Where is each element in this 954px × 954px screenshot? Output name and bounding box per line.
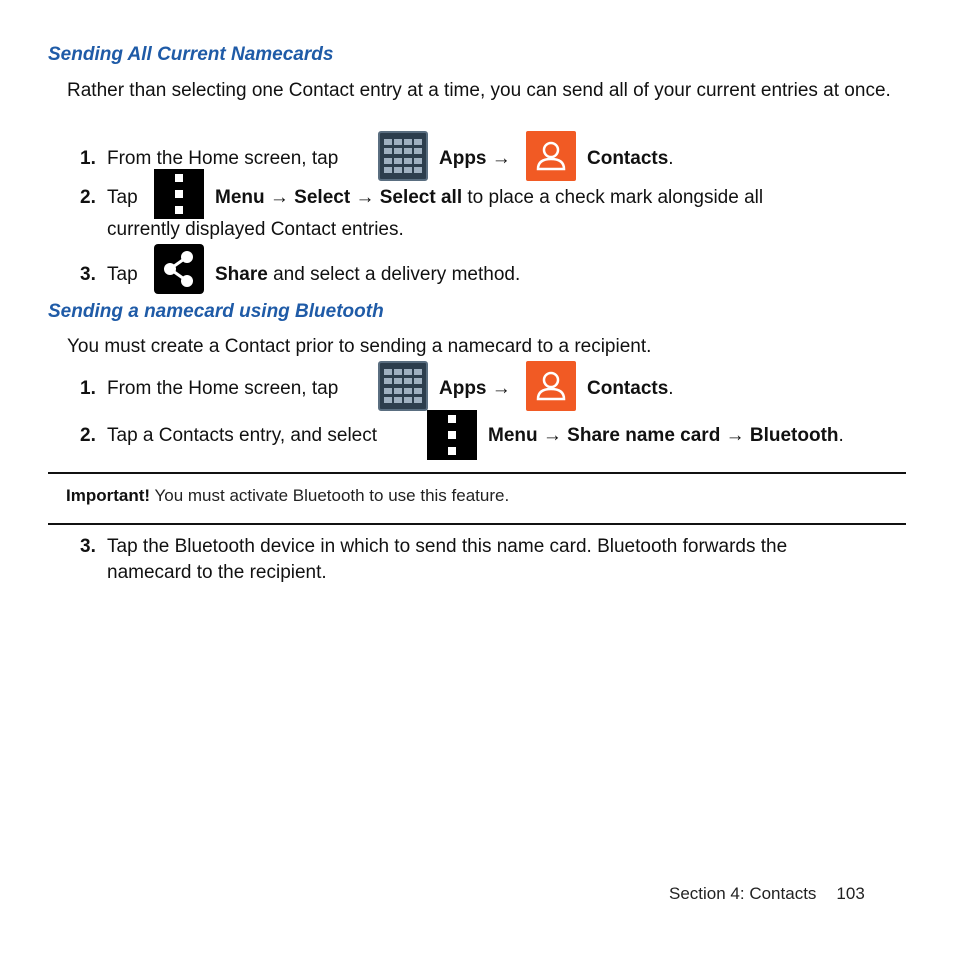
apps-label: Apps [439, 378, 487, 399]
important-note [66, 486, 509, 506]
section-heading-send-all: Sending All Current Namecards [48, 44, 334, 65]
step-text: Tap [107, 264, 138, 285]
step-1-contacts-label [587, 376, 674, 402]
step-3-send-all [80, 262, 138, 288]
select-label: Select [294, 187, 351, 208]
contacts-person-icon [526, 131, 576, 181]
step-1-bluetooth [80, 376, 338, 402]
arrow: → [542, 425, 562, 446]
menu-label: Menu [488, 425, 538, 446]
apps-label: Apps [439, 148, 487, 169]
divider-top [48, 472, 906, 474]
step-2-menu-path [215, 185, 763, 211]
step-1-apps-label [439, 146, 511, 172]
arrow: → [491, 148, 511, 169]
share-name-card-label: Share name card [567, 425, 721, 446]
step-text: From the Home screen, tap [107, 148, 339, 169]
section-heading-bluetooth: Sending a namecard using Bluetooth [48, 301, 384, 322]
contacts-label: Contacts [587, 148, 669, 169]
menu-dots-icon [154, 169, 204, 219]
step-2-continuation [107, 217, 404, 243]
period: . [668, 148, 674, 169]
arrow: → [269, 187, 289, 208]
important-label: Important! [66, 486, 151, 505]
period: . [668, 378, 674, 399]
step-text: Tap [107, 187, 138, 208]
step-3-share-label [215, 262, 520, 288]
step-1-contacts-label [587, 146, 674, 172]
share-icon [154, 244, 204, 294]
footer-section: Section 4: Contacts [669, 884, 817, 903]
step-number: 1. [80, 148, 96, 169]
contacts-person-icon [526, 361, 576, 411]
section-intro-bluetooth: You must create a Contact prior to sending a namecard to a recipient. [67, 336, 652, 357]
step-2-menu-path [488, 423, 844, 449]
period: . [838, 425, 844, 446]
apps-grid-icon [378, 361, 428, 411]
page-footer [669, 884, 865, 904]
arrow: → [491, 378, 511, 399]
arrow: → [725, 425, 745, 446]
step-text: Tap a Contacts entry, and select [107, 425, 378, 446]
step-1-apps-label [439, 376, 511, 402]
important-text: You must activate Bluetooth to use this feature. [154, 486, 510, 505]
apps-grid-icon [378, 131, 428, 181]
contacts-label: Contacts [587, 378, 669, 399]
page-number: 103 [836, 884, 865, 903]
step-text: currently displayed Contact entries. [107, 219, 404, 240]
step-text: Tap the Bluetooth device in which to send this name card. Bluetooth forwards the [107, 536, 788, 557]
step-2-bluetooth [80, 423, 377, 449]
step-text: to place a check mark alongside all [467, 187, 764, 208]
select-all-label: Select all [379, 187, 463, 208]
divider-bottom [48, 523, 906, 525]
step-continuation: namecard to the recipient. [107, 562, 327, 583]
bluetooth-label: Bluetooth [749, 425, 839, 446]
step-1-send-all [80, 146, 338, 172]
step-2-send-all [80, 185, 138, 211]
section-intro-send-all: Rather than selecting one Contact entry at a time, you can send all of your current entries at once. [67, 80, 891, 101]
step-number: 3. [80, 264, 96, 285]
step-number: 2. [80, 187, 96, 208]
step-3-bluetooth [80, 534, 787, 586]
step-text: and select a delivery method. [273, 264, 521, 285]
step-number: 3. [80, 536, 96, 557]
arrow: → [355, 187, 375, 208]
menu-label: Menu [215, 187, 265, 208]
share-label: Share [215, 264, 268, 285]
step-number: 2. [80, 425, 96, 446]
menu-dots-icon [427, 410, 477, 460]
step-number: 1. [80, 378, 96, 399]
step-text: From the Home screen, tap [107, 378, 339, 399]
